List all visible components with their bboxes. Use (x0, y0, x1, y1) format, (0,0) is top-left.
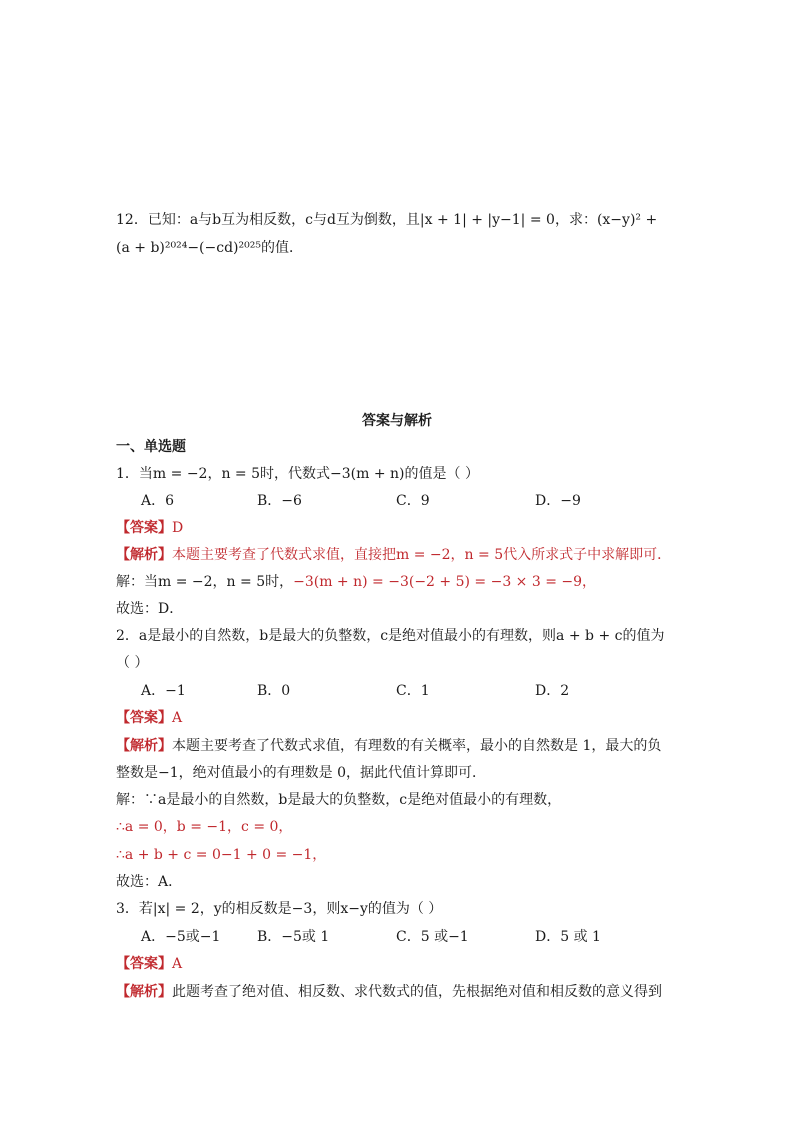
answer-tag: 【答案】 (116, 956, 172, 972)
question-2-stem-line-1: 2．a是最小的自然数，b是最大的负整数，c是绝对值最小的有理数，则a + b + c的值为 (116, 628, 665, 644)
question-2-step-2: ∴a + b + c = 0−1 + 0 = −1， (116, 847, 327, 863)
analysis-text: 本题主要考查了代数式求值，直接把m = −2，n = 5代入所求式子中求解即可． (172, 547, 672, 563)
answer-value: D (172, 520, 184, 536)
question-1-option-d: D．−9 (535, 493, 581, 509)
question-2-option-d: D．2 (535, 683, 570, 699)
question-2-option-c: C．1 (396, 683, 430, 699)
answer-value: A (172, 710, 183, 726)
question-2-option-a: A．−1 (141, 683, 186, 699)
question-3-option-c: C．5 或−1 (396, 929, 469, 945)
question-3-analysis (116, 982, 662, 1002)
analysis-text: 此题考查了绝对值、相反数、求代数式的值，先根据绝对值和相反数的意义得到 (172, 984, 662, 1000)
question-1-solution (116, 572, 596, 592)
question-1-option-b: B．−6 (257, 493, 302, 509)
question-2-solution: 解：∵a是最小的自然数，b是最大的负整数，c是绝对值最小的有理数， (116, 792, 562, 808)
question-3-answer (116, 954, 182, 974)
part-heading: 一、单选题 (116, 439, 186, 455)
question-1-conclusion: 故选：D． (116, 601, 184, 617)
question-3-option-d: D．5 或 1 (535, 929, 601, 945)
analysis-text: 本题主要考查了代数式求值，有理数的有关概率，最小的自然数是 1，最大的负 (172, 738, 662, 754)
question-2-step-1: ∴a = 0，b = −1，c = 0， (116, 819, 293, 835)
analysis-tag: 【解析】 (116, 738, 172, 754)
section-title: 答案与解析 (362, 413, 432, 429)
question-3-option-a: A．−5或−1 (141, 929, 221, 945)
question-3-option-b: B．−5或 1 (257, 929, 330, 945)
question-1-stem: 1．当m = −2，n = 5时，代数式−3(m + n)的值是（ ） (116, 466, 479, 482)
question-2-stem-line-2: （ ） (116, 655, 149, 671)
analysis-tag: 【解析】 (116, 984, 172, 1000)
question-1-answer (116, 518, 183, 538)
question-2-analysis-line-2: 整数是−1，绝对值最小的有理数是 0，据此代值计算即可． (116, 765, 486, 781)
answer-tag: 【答案】 (116, 520, 172, 536)
answer-value: A (172, 956, 183, 972)
question-12-line-2: (a + b)²⁰²⁴−(−cd)²⁰²⁵的值． (116, 240, 303, 256)
solution-formula: −3(m + n) = −3(−2 + 5) = −3 × 3 = −9， (293, 574, 597, 590)
question-2-answer (116, 708, 182, 728)
question-2-conclusion: 故选：A． (116, 874, 183, 890)
answer-tag: 【答案】 (116, 710, 172, 726)
question-2-analysis-line-1 (116, 736, 661, 756)
solution-prefix: 解：当m = −2，n = 5时， (116, 574, 294, 590)
question-1-option-a: A．6 (141, 493, 175, 509)
analysis-tag: 【解析】 (116, 547, 172, 563)
question-3-stem: 3．若|x| = 2，y的相反数是−3，则x−y的值为（ ） (116, 901, 443, 917)
question-2-option-b: B．0 (257, 683, 291, 699)
question-12-line-1: 12．已知：a与b互为相反数，c与d互为倒数，且|x + 1| + |y−1| = 0，求：(x−y)² + (116, 212, 658, 228)
question-1-analysis (116, 545, 671, 565)
question-1-option-c: C．9 (396, 493, 430, 509)
